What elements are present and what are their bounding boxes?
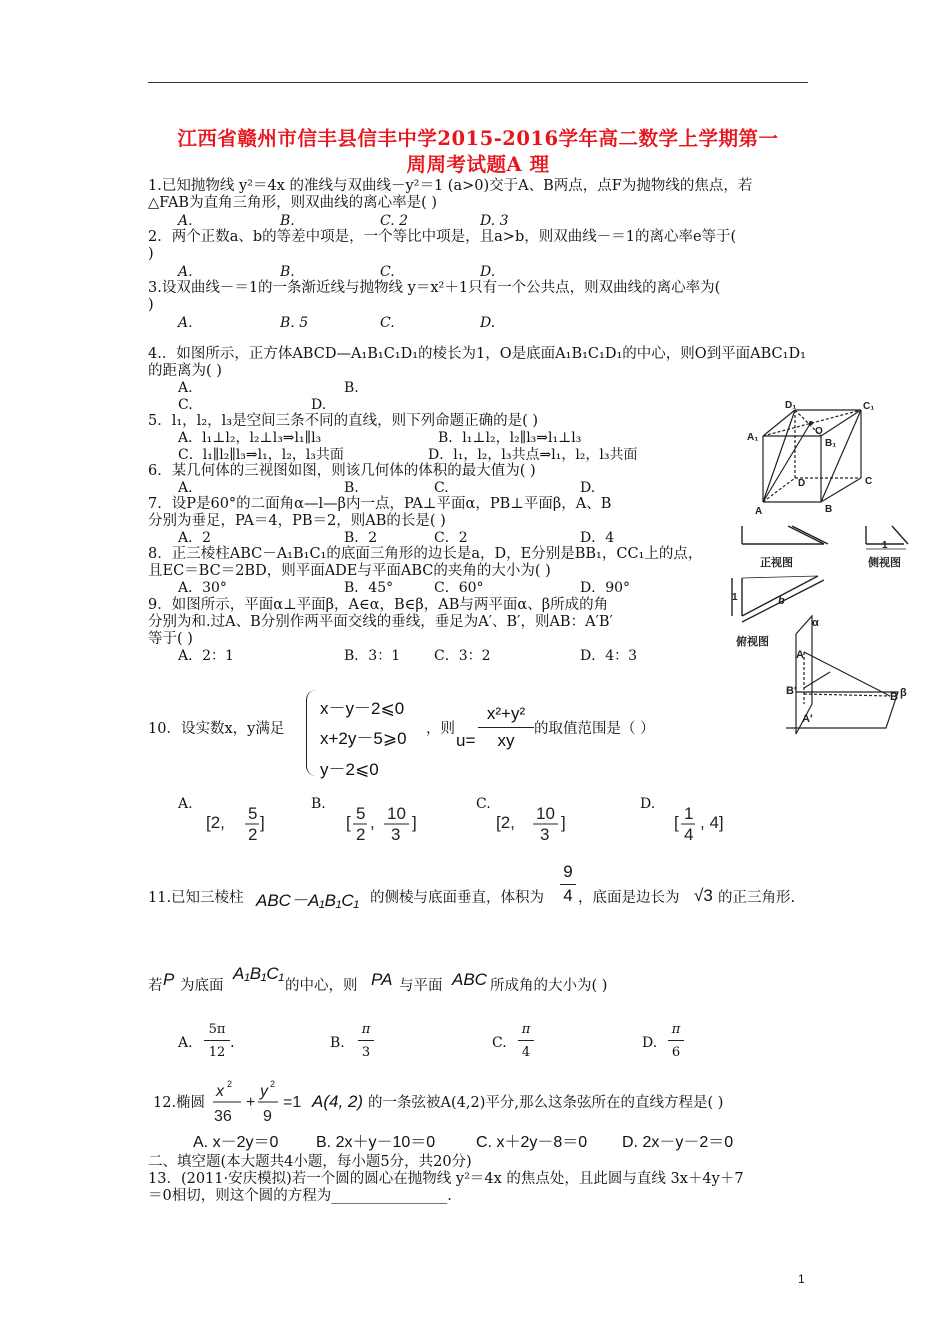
top-view-label: 俯视图: [736, 636, 769, 648]
cube-label-a: A: [755, 506, 763, 517]
q4-opt-a: A.: [178, 380, 193, 396]
section-2-heading: 二、填空题(本大题共4小题，每小题5分，共20分): [148, 1154, 472, 1170]
q8-opt-c: C．60°: [434, 580, 484, 596]
q11-side: √3: [694, 886, 713, 905]
svg-text:10: 10: [387, 804, 406, 823]
q10-options-math: [200, 800, 760, 850]
q7-opt-c: C．2: [434, 530, 468, 546]
q5-opt-a: A．l₁⊥l₂，l₂⊥l₃⇒l₁∥l₃: [178, 430, 322, 446]
q11-opt-c-den: 4: [521, 1045, 531, 1060]
q11-opt-b-bar: [358, 1040, 374, 1041]
q11-mid2: ，底面是边长为: [578, 890, 680, 906]
q3-line2: ): [148, 297, 154, 313]
q4-line2: 的距离为( ): [148, 363, 222, 379]
q8-opt-b: B．45°: [344, 580, 394, 596]
q10-ineq-3: y－2⩽0: [320, 760, 379, 779]
q10-num: x²+y²: [486, 704, 526, 723]
dim-1-label-side: 1: [882, 540, 888, 551]
svg-text:,: ,: [370, 813, 375, 832]
q3-line1: 3.设双曲线－＝1的一条渐近线与抛物线 y＝x²＋1只有一个公共点，则双曲线的离心率为(: [148, 280, 721, 296]
q11-opt-c-bar: [518, 1040, 534, 1041]
q6-opt-c: C.: [434, 480, 449, 496]
q10-opt-a-math: [2,: [206, 813, 225, 832]
q7-line1: 7．设P是60°的二面角α—l—β内一点，PA⊥平面α，PB⊥平面β，A、B: [148, 496, 612, 512]
q1-opt-a: A.: [178, 213, 193, 229]
q13-line1: 13．(2011·安庆模拟)若一个圆的圆心在抛物线 y²＝4x 的焦点处，且此圆与直线 3x＋4y＋7: [148, 1171, 744, 1187]
plane-label-b: B: [890, 691, 898, 703]
q4-opt-d: D.: [311, 397, 327, 413]
plane-label-a: A: [796, 649, 804, 661]
q11-label-d: D.: [642, 1035, 658, 1051]
svg-text:, 4]: , 4]: [700, 813, 724, 832]
q10-den: xy: [497, 731, 515, 750]
q7-opt-b: B．2: [344, 530, 378, 546]
q10-label-c: C.: [476, 796, 491, 812]
plane-label-a-prime: A′: [802, 713, 813, 725]
q12-post: 的一条弦被A(4,2)平分,那么这条弦所在的直线方程是( ): [368, 1095, 724, 1111]
cube-label-o: O: [815, 426, 823, 437]
q11-opt-a-bar: [204, 1040, 230, 1041]
q3-opt-c: C.: [380, 315, 395, 331]
cube-label-d1: D₁: [785, 400, 797, 411]
q10-mid: ，则: [426, 721, 455, 737]
q9-opt-c: C．3：2: [434, 648, 491, 664]
q12-opt-c: C. x＋2y－8＝0: [476, 1134, 588, 1151]
q11-post: 的正三角形.: [718, 890, 796, 906]
q9-opt-d: D．4：3: [580, 648, 638, 664]
svg-text:3: 3: [540, 825, 550, 844]
q11-vol-bar: [560, 884, 576, 885]
svg-text:2: 2: [248, 825, 258, 844]
q13-line2: ＝0相切，则这个圆的方程为________________.: [148, 1188, 452, 1204]
q10-ineq-1: x－y－2⩽0: [320, 699, 405, 718]
q1-line2: △FAB为直角三角形，则双曲线的离心率是( ): [148, 195, 438, 211]
q10-opt-b-math: [: [346, 813, 351, 832]
q11-prism: ABC－A₁B₁C₁: [256, 891, 359, 910]
q2-line2: ): [148, 246, 154, 262]
q10-label-a: A.: [178, 796, 193, 812]
q11-opt-d-bar: [668, 1040, 684, 1041]
cube-center-point: [809, 421, 813, 425]
svg-text:5: 5: [248, 804, 258, 823]
q10-opt-d-math: [: [674, 813, 679, 832]
cube-label-b1: B₁: [825, 438, 837, 449]
svg-text:2: 2: [227, 1079, 233, 1089]
q10-u: u=: [456, 731, 476, 750]
q7-line2: 分别为垂足，PA＝4，PB＝2，则AB的长是( ): [148, 513, 446, 529]
q12-pre: 12.椭圆: [153, 1095, 206, 1111]
q3-opt-b: B. 5: [280, 315, 309, 331]
q11-mid1: 的侧棱与底面垂直，体积为: [370, 890, 544, 906]
front-view-label: 正视图: [760, 557, 793, 569]
q7-opt-a: A．2: [178, 530, 212, 546]
q11-opt-a-num: 5π: [208, 1022, 226, 1037]
side-view-label: 侧视图: [868, 557, 901, 569]
q11-vol-den: 4: [563, 886, 573, 905]
q11-label-c: C.: [492, 1035, 507, 1051]
dim-1-label: 1: [732, 592, 738, 603]
q11-pre: 11.已知三棱柱: [148, 890, 244, 906]
svg-text:3: 3: [391, 825, 401, 844]
title-line-1: 江西省赣州市信丰县信丰中学2015-2016学年高二数学上学期第一: [177, 127, 779, 150]
plane-label-alpha: α: [812, 617, 819, 629]
q12-point: A(4, 2): [312, 1092, 364, 1111]
svg-text:5: 5: [356, 804, 366, 823]
q1-opt-c: C. 2: [380, 213, 409, 229]
q2-opt-c: C.: [380, 264, 395, 280]
q2-line1: 2．两个正数a、b的等差中项是，一个等比中项是，且a>b，则双曲线－＝1的离心率e等于(: [148, 229, 737, 245]
q4-opt-b: B.: [344, 380, 359, 396]
svg-text:]: ]: [412, 813, 417, 832]
header-rule: [148, 82, 808, 83]
q11-label-a: A.: [178, 1035, 193, 1051]
svg-text:x: x: [216, 1083, 224, 1100]
q8-line1: 8．正三棱柱ABC－A₁B₁C₁的底面三角形的边长是a，D，E分别是BB₁，CC₁上的点，: [148, 546, 703, 562]
q10-opt-c-math: [2,: [496, 813, 515, 832]
q11-l2e: 所成角的大小为( ): [490, 978, 608, 994]
q6-opt-b: B.: [344, 480, 359, 496]
q5-opt-b: B．l₁⊥l₂，l₂∥l₃⇒l₁⊥l₃: [438, 430, 582, 446]
q10-frac-bar: [478, 727, 534, 728]
q11-opt-d-den: 6: [671, 1045, 681, 1060]
q11-PA: PA: [371, 970, 393, 989]
svg-text:]: ]: [561, 813, 566, 832]
q2-opt-d: D.: [480, 264, 496, 280]
q9-line2: 分别为和.过A、B分别作两平面交线的垂线，垂足为A′、B′，则AB：A′B′: [148, 614, 613, 630]
q12-opt-b: B. 2x＋y－10＝0: [316, 1134, 436, 1151]
q8-opt-a: A．30°: [178, 580, 227, 596]
q11-l2b: 为底面: [180, 978, 224, 994]
q6-opt-d: D.: [580, 480, 596, 496]
q11-ABC: ABC: [452, 970, 487, 989]
cube-label-b: B: [825, 504, 833, 515]
q10-suffix: 的取值范围是（ ）: [534, 721, 655, 737]
q10-ineq-2: x+2y－5⩾0: [320, 729, 407, 748]
q1-opt-b: B.: [280, 213, 295, 229]
q4-line1: 4.．如图所示，正方体ABCD—A₁B₁C₁D₁的棱长为1，O是底面A₁B₁C₁D₁的中心，则O到平面ABC₁D₁: [148, 346, 806, 362]
q11-l2c: 的中心，则: [285, 978, 358, 994]
svg-text:=1: =1: [283, 1094, 302, 1111]
q11-l2d: 与平面: [399, 978, 443, 994]
q4-opt-c: C.: [178, 397, 193, 413]
q11-vol-num: 9: [563, 862, 573, 881]
q11-opt-a-den: 12: [208, 1045, 226, 1060]
svg-text:2: 2: [356, 825, 366, 844]
q1-opt-d: D. 3: [480, 213, 509, 229]
svg-text:+: +: [246, 1094, 256, 1111]
q11-label-b: B.: [330, 1035, 345, 1051]
svg-text:]: ]: [260, 813, 265, 832]
q3-opt-a: A.: [178, 315, 193, 331]
q11-opt-d-num: π: [671, 1022, 681, 1037]
planes-figure: [782, 612, 917, 740]
cube-label-c1: C₁: [863, 401, 875, 412]
cube-figure: [735, 398, 885, 518]
svg-text:4: 4: [684, 825, 694, 844]
svg-text:2: 2: [270, 1079, 276, 1089]
q3-opt-d: D.: [480, 315, 496, 331]
q5-opt-d: D．l₁，l₂，l₃共点⇒l₁，l₂，l₃共面: [428, 447, 638, 463]
q9-line3: 等于( ): [148, 631, 193, 647]
svg-text:9: 9: [263, 1108, 272, 1125]
q11-opt-c-num: π: [521, 1022, 531, 1037]
q11-face: A₁B₁C₁: [233, 964, 285, 983]
q11-opt-a-dot: .: [230, 1035, 235, 1051]
q2-opt-b: B.: [280, 264, 295, 280]
q11-opt-b-num: π: [361, 1022, 371, 1037]
cube-label-a1: A₁: [747, 432, 759, 443]
q5-opt-c: C．l₁∥l₂∥l₃⇒l₁，l₂，l₃共面: [178, 447, 344, 463]
title-line-2: 周周考试题A 理: [406, 153, 550, 176]
q9-line1: 9．如图所示，平面α⊥平面β，A∈α，B∈β，AB与两平面α、β所成的角: [148, 597, 609, 613]
q10-label-b: B.: [311, 796, 326, 812]
page-number: 1: [798, 1272, 805, 1286]
q8-line2: 且EC＝BC＝2BD，则平面ADE与平面ABC的夹角的大小为( ): [148, 563, 551, 579]
q11-l2a: 若: [148, 978, 163, 994]
q6-line1: 6．某几何体的三视图如图，则该几何体的体积的最大值为( ): [148, 463, 536, 479]
q10-brace: [306, 690, 321, 776]
q5-line1: 5．l₁，l₂，l₃是空间三条不同的直线，则下列命题正确的是( ): [148, 413, 538, 429]
q12-opt-d: D. 2x－y－2＝0: [622, 1134, 734, 1151]
svg-text:y: y: [260, 1083, 268, 1100]
plane-label-b-prime: B′: [786, 685, 797, 697]
q9-opt-b: B．3：1: [344, 648, 401, 664]
q2-opt-a: A.: [178, 264, 193, 280]
q8-opt-d: D．90°: [580, 580, 631, 596]
q6-opt-a: A.: [178, 480, 193, 496]
svg-text:36: 36: [214, 1108, 232, 1125]
cube-label-d: D: [798, 478, 806, 489]
q12-ellipse-equation: [210, 1076, 312, 1128]
q10-label-d: D.: [640, 796, 656, 812]
cube-label-c: C: [865, 476, 873, 487]
q1-line1: 1.已知抛物线 y²＝4x 的准线与双曲线－y²＝1 (a>0)交于A、B两点，点F为抛物线的焦点，若: [148, 178, 753, 194]
plane-label-beta: β: [900, 687, 907, 699]
q11-P: P: [163, 970, 175, 989]
svg-text:1: 1: [684, 804, 694, 823]
q9-opt-a: A．2：1: [178, 648, 234, 664]
q10-prefix: 10．设实数x，y满足: [148, 721, 285, 737]
svg-text:10: 10: [536, 804, 555, 823]
dim-b-label: b: [778, 595, 785, 607]
q7-opt-d: D．4: [580, 530, 615, 546]
q12-opt-a: A. x－2y＝0: [193, 1134, 279, 1151]
q11-opt-b-den: 3: [361, 1045, 371, 1060]
